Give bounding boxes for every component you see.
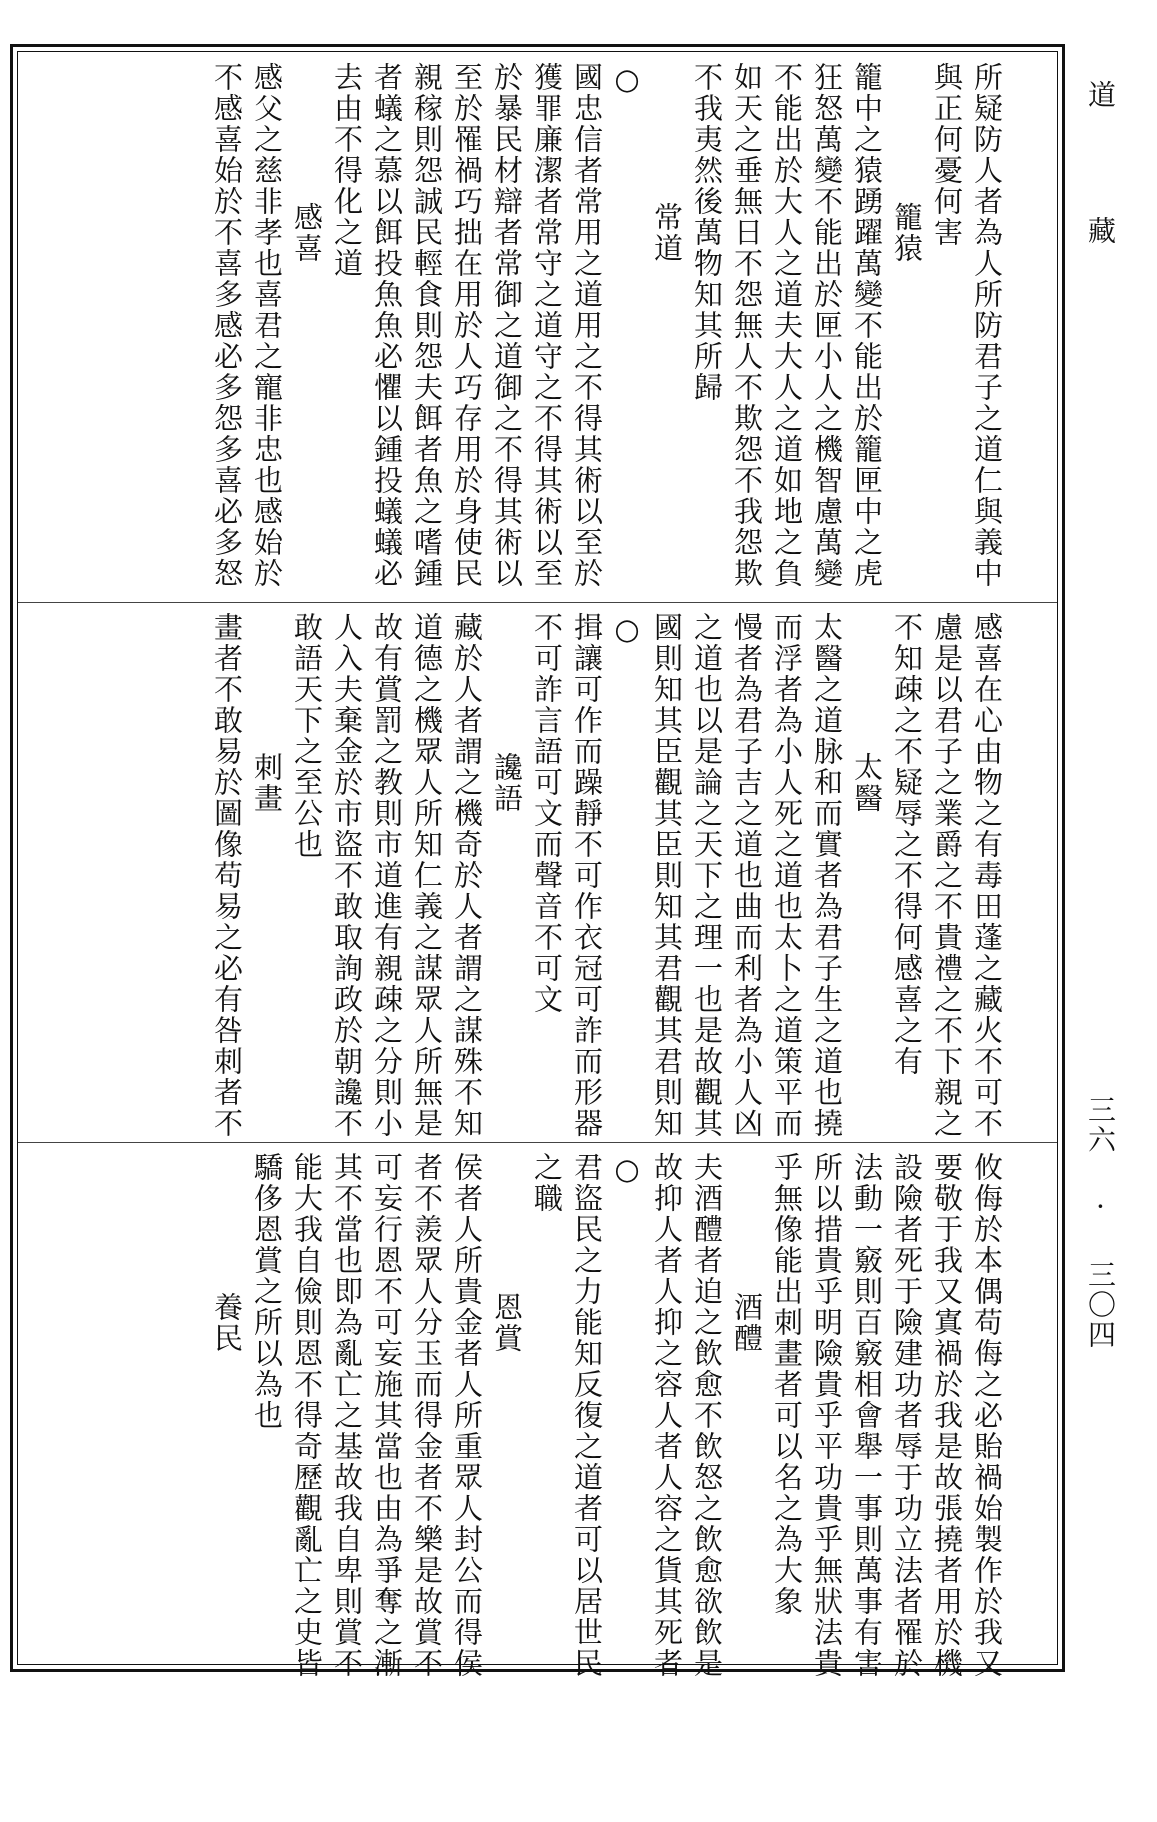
text-column: 法動一竅則百竅相會舉一事則萬事有害 xyxy=(850,1152,884,1679)
text-column: 所疑防人者為人所防君子之道仁與義中 xyxy=(970,62,1004,589)
register-middle xyxy=(18,612,1057,1142)
text-column: 如天之垂無日不怨無人不欺怨不我怨欺 xyxy=(730,62,764,589)
text-column: 揖讓可作而躁靜不可作衣冠可詐而形器 xyxy=(570,612,604,1139)
text-column: 太醫之道脉和而實者為君子生之道也撓 xyxy=(810,612,844,1139)
text-column: 乎無像能出刺畫者可以名之為大象 xyxy=(770,1152,804,1617)
register-middle-columns xyxy=(58,612,1007,1142)
text-column: 攸侮於本偶苟侮之必貽禍始製作於我又 xyxy=(970,1152,1004,1679)
text-column: 不知疎之不疑辱之不得何感喜之有 xyxy=(890,612,924,1077)
text-column: 於暴民材辯者常御之道御之不得其術以 xyxy=(490,62,524,589)
text-column: 驕侈恩賞之所以為也 xyxy=(250,1152,284,1431)
section-heading: 刺畫 xyxy=(250,752,284,814)
text-column: 要敬于我又寘禍於我是故張撓者用於機 xyxy=(930,1152,964,1679)
text-column: 道德之機眾人所知仁義之謀眾人所無是 xyxy=(410,612,444,1139)
text-column: 國則知其臣觀其臣則知其君觀其君則知 xyxy=(650,612,684,1139)
page-frame-inner xyxy=(17,51,1058,1679)
text-column: 人入夫棄金於市盜不敢取詢政於朝讒不 xyxy=(330,612,364,1139)
section-heading: 酒醴 xyxy=(730,1292,764,1354)
text-column: 能大我自儉則恩不得奇歷觀亂亡之史皆 xyxy=(290,1152,324,1679)
text-column: 者不羨眾人分玉而得金者不樂是故賞不 xyxy=(410,1152,444,1679)
text-column: 感父之慈非孝也喜君之寵非忠也感始於 xyxy=(250,62,284,589)
text-column: 慮是以君子之業爵之不貴禮之不下親之 xyxy=(930,612,964,1139)
section-heading: 恩賞 xyxy=(490,1292,524,1354)
text-column: 設險者死于險建功者辱于功立法者罹於 xyxy=(890,1152,924,1679)
register-divider-2 xyxy=(18,1142,1057,1143)
register-divider-1 xyxy=(18,602,1057,603)
register-top xyxy=(18,62,1057,602)
section-heading: 感喜 xyxy=(290,202,324,264)
collection-title: 道 藏 xyxy=(1084,80,1117,284)
text-column: 敢語天下之至公也 xyxy=(290,612,324,860)
text-column: 國忠信者常用之道用之不得其術以至於 xyxy=(570,62,604,589)
text-column: 籠中之猿踴躍萬變不能出於籠匣中之虎 xyxy=(850,62,884,589)
text-column: 狂怒萬變不能出於匣小人之機智慮萬變 xyxy=(810,62,844,589)
text-column: 其不當也即為亂亡之基故我自卑則賞不 xyxy=(330,1152,364,1679)
register-bottom xyxy=(18,1152,1057,1682)
text-column: 不我夷然後萬物知其所歸 xyxy=(690,62,724,403)
text-column: 不感喜始於不喜多感必多怨多喜必多怒 xyxy=(210,62,244,589)
text-column: 而浮者為小人死之道也太卜之道策平而 xyxy=(770,612,804,1139)
text-column: 不能出於大人之道夫大人之道如地之負 xyxy=(770,62,804,589)
text-column: 畫者不敢易於圖像苟易之必有咎刺者不 xyxy=(210,612,244,1139)
text-column: 君盜民之力能知反復之道者可以居世民 xyxy=(570,1152,604,1679)
text-column: 不可詐言語可文而聲音不可文 xyxy=(530,612,564,1015)
text-column xyxy=(607,62,647,602)
section-heading: 常道 xyxy=(650,202,684,264)
section-heading: 養民 xyxy=(210,1292,244,1354)
section-heading: 太醫 xyxy=(850,752,884,814)
text-column: 故有賞罰之教則市道進有親疎之分則小 xyxy=(370,612,404,1139)
section-heading: 籠猿 xyxy=(890,202,924,264)
text-column: 藏於人者謂之機奇於人者謂之謀殊不知 xyxy=(450,612,484,1139)
text-column xyxy=(607,612,647,1142)
text-column: 親稼則怨誠民輕食則怨夫餌者魚之嗜鍾 xyxy=(410,62,444,589)
section-heading: 讒語 xyxy=(490,752,524,814)
text-column: 者蟻之慕以餌投魚魚必懼以鍾投蟻蟻必 xyxy=(370,62,404,589)
text-column: 去由不得化之道 xyxy=(330,62,364,279)
text-column: 獲罪廉潔者常守之道守之不得其術以至 xyxy=(530,62,564,589)
text-column: 之職 xyxy=(530,1152,564,1214)
text-column: 與正何憂何害 xyxy=(930,62,964,248)
text-column: 至於罹禍巧拙在用於人巧存用於身使民 xyxy=(450,62,484,589)
text-column: 故抑人者人抑之容人者人容之貨其死者 xyxy=(650,1152,684,1679)
page-number: 三六 · 三〇四 xyxy=(1084,1095,1117,1350)
text-column: 侯者人所貴金者人所重眾人封公而得侯 xyxy=(450,1152,484,1679)
text-column: 夫酒醴者迫之飲愈不飲怒之飲愈欲飲是 xyxy=(690,1152,724,1679)
text-column xyxy=(607,1152,647,1682)
register-top-columns xyxy=(58,62,1007,602)
text-column: 之道也以是論之天下之理一也是故觀其 xyxy=(690,612,724,1139)
text-column: 可妄行恩不可妄施其當也由為爭奪之漸 xyxy=(370,1152,404,1679)
register-bottom-columns xyxy=(58,1152,1007,1682)
page-frame xyxy=(10,44,1065,1679)
text-column: 慢者為君子吉之道也曲而利者為小人凶 xyxy=(730,612,764,1139)
text-column: 所以措貴乎明險貴乎平功貴乎無狀法貴 xyxy=(810,1152,844,1679)
text-column: 感喜在心由物之有毒田蓬之藏火不可不 xyxy=(970,612,1004,1139)
